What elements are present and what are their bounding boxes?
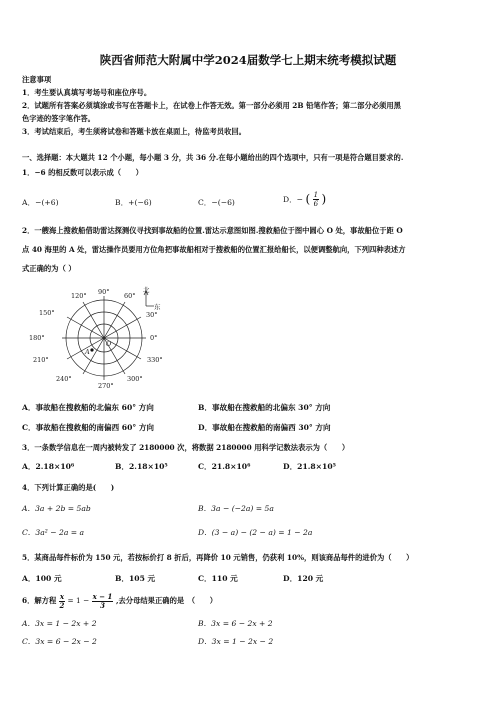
q1-option-c: C．−(−6) (198, 198, 235, 207)
question-2-stem: 式正确的为（ ） (22, 264, 76, 273)
q3-option-b: B．2.18×10⁵ (115, 462, 168, 471)
q6-mid: = 1 − (67, 596, 90, 605)
q4-option-a: A．3a + 2b = 5ab (22, 504, 91, 513)
compass-indicator (140, 286, 170, 314)
question-6-stem (22, 592, 217, 610)
q1-option-b: B．+(−6) (115, 198, 152, 207)
section-heading: 一、选择题：本大题共 12 个小题，每小题 3 分，共 36 分.在每小题给出的四个选项中，只有一项是符合题目要求的. (22, 153, 404, 162)
q6-option-a: A．3x = 1 − 2x + 2 (22, 619, 97, 628)
q6-prefix: 6．解方程 (22, 596, 57, 605)
q1-d-den: 6 (313, 200, 319, 208)
question-3-stem: 3．一条数学信息在一周内被转发了 2180000 次，将数据 2180000 用科学记数法表示为（ ） (22, 443, 350, 452)
q4-option-b: B．3a − (−2a) = 5a (198, 504, 274, 513)
notice-item: 色字迹的签字笔作答。 (22, 114, 95, 123)
angle-label: 240° (56, 375, 72, 383)
point-a-marker (90, 348, 93, 351)
q1-option-a: A．−(+6) (22, 198, 59, 207)
q4-option-d: D．(3 − a) − (2 − a) = 1 − 2a (198, 528, 313, 537)
q1-d-fraction (313, 191, 319, 208)
q5-option-d: D．120 元 (283, 574, 324, 583)
q5-option-b: B．105 元 (115, 574, 156, 583)
q6-option-b: B．3x = 6 − 2x + 2 (198, 619, 273, 628)
angle-label: 180° (29, 334, 45, 342)
q2-option-b: B．事故船在搜救船的北偏东 30° 方向 (198, 403, 331, 412)
angle-label: 300° (127, 375, 143, 383)
point-a-label: A (85, 348, 90, 356)
q3-option-d: D．21.8×10⁵ (283, 462, 336, 471)
angle-label: 90° (98, 288, 110, 296)
notice-item: 2．试题所有答案必须填涂或书写在答题卡上，在试卷上作答无效。第一部分必须用 2B 铅笔作答；第二部分必须用黑 (22, 101, 401, 110)
notice-item: 1．考生要认真填写考场号和座位序号。 (22, 88, 152, 97)
angle-label: 30° (146, 311, 158, 319)
q4-option-c: C．3a² − 2a = a (22, 528, 85, 537)
angle-label: 0° (150, 334, 158, 342)
q2-option-c: C．事故船在搜救船的南偏西 60° 方向 (22, 423, 155, 432)
q6-lhs-den: 2 (59, 600, 65, 610)
q6-lhs-fraction (59, 593, 65, 610)
q5-option-a: A．100 元 (22, 574, 62, 583)
question-2-stem: 2．一艘海上搜救船借助雷达探测仪寻找到事故船的位置.雷达示意图如图.搜救船位于图中圆心 O 处，事故船位于距 O (22, 226, 403, 235)
question-4-stem: 4．下列计算正确的是( ) (22, 483, 115, 492)
notice-item: 3．考试结束后，考生须将试卷和答题卡放在桌面上，待监考员收回。 (22, 127, 246, 136)
north-label: 北 (143, 286, 150, 294)
point-o-label: O (106, 340, 112, 348)
page-title: 陕西省师范大附属中学2024届数学七上期末统考模拟试题 (99, 53, 397, 67)
east-label: 东 (154, 303, 161, 311)
angle-label: 60° (124, 292, 136, 300)
q2-option-d: D．事故船在搜救船的南偏西 30° 方向 (198, 423, 331, 432)
q5-option-c: C．110 元 (198, 574, 238, 583)
q6-option-d: D．3x = 1 − 2x − 2 (198, 637, 274, 646)
q6-option-c: C．3x = 6 − 2x − 2 (22, 637, 97, 646)
q6-suffix: ,去分母结果正确的是 （ ） (115, 596, 217, 605)
angle-label: 210° (33, 356, 49, 364)
q3-option-c: C．21.8×10⁶ (198, 462, 251, 471)
angle-label: 270° (98, 382, 114, 390)
notice-heading: 注意事项 (22, 75, 52, 84)
question-5-stem: 5．某商品每件标价为 150 元，若按标价打 8 折后，再降价 10 元销售，仍获利 10%，则该商品每件的进价为（ ） (22, 553, 414, 562)
angle-label: 330° (147, 356, 163, 364)
angle-label: 120° (71, 292, 87, 300)
q6-rhs-num: x − 1 (92, 591, 113, 601)
q1-option-d: D．− ( $\frac{1}{6}$ ) (283, 191, 327, 208)
q6-lhs-num: x (59, 591, 64, 601)
q2-option-a: A．事故船在搜救船的北偏东 60° 方向 (22, 403, 154, 412)
q1-d-num: 1 (313, 191, 319, 199)
question-1-stem: 1．−6 的相反数可以表示成（ ） (22, 168, 143, 177)
q1-d-prefix: D．− (283, 195, 304, 204)
question-2-stem: 点 40 海里的 A 处，雷达操作员要用方位角把事故船相对于搜救船的位置汇报给船长，以便调整航向，下列四种表述方 (22, 245, 406, 254)
q3-option-a: A．2.18×10⁶ (22, 462, 75, 471)
q6-rhs-den: 3 (100, 600, 105, 610)
q6-rhs-fraction (92, 593, 114, 610)
angle-label: 150° (39, 309, 55, 317)
